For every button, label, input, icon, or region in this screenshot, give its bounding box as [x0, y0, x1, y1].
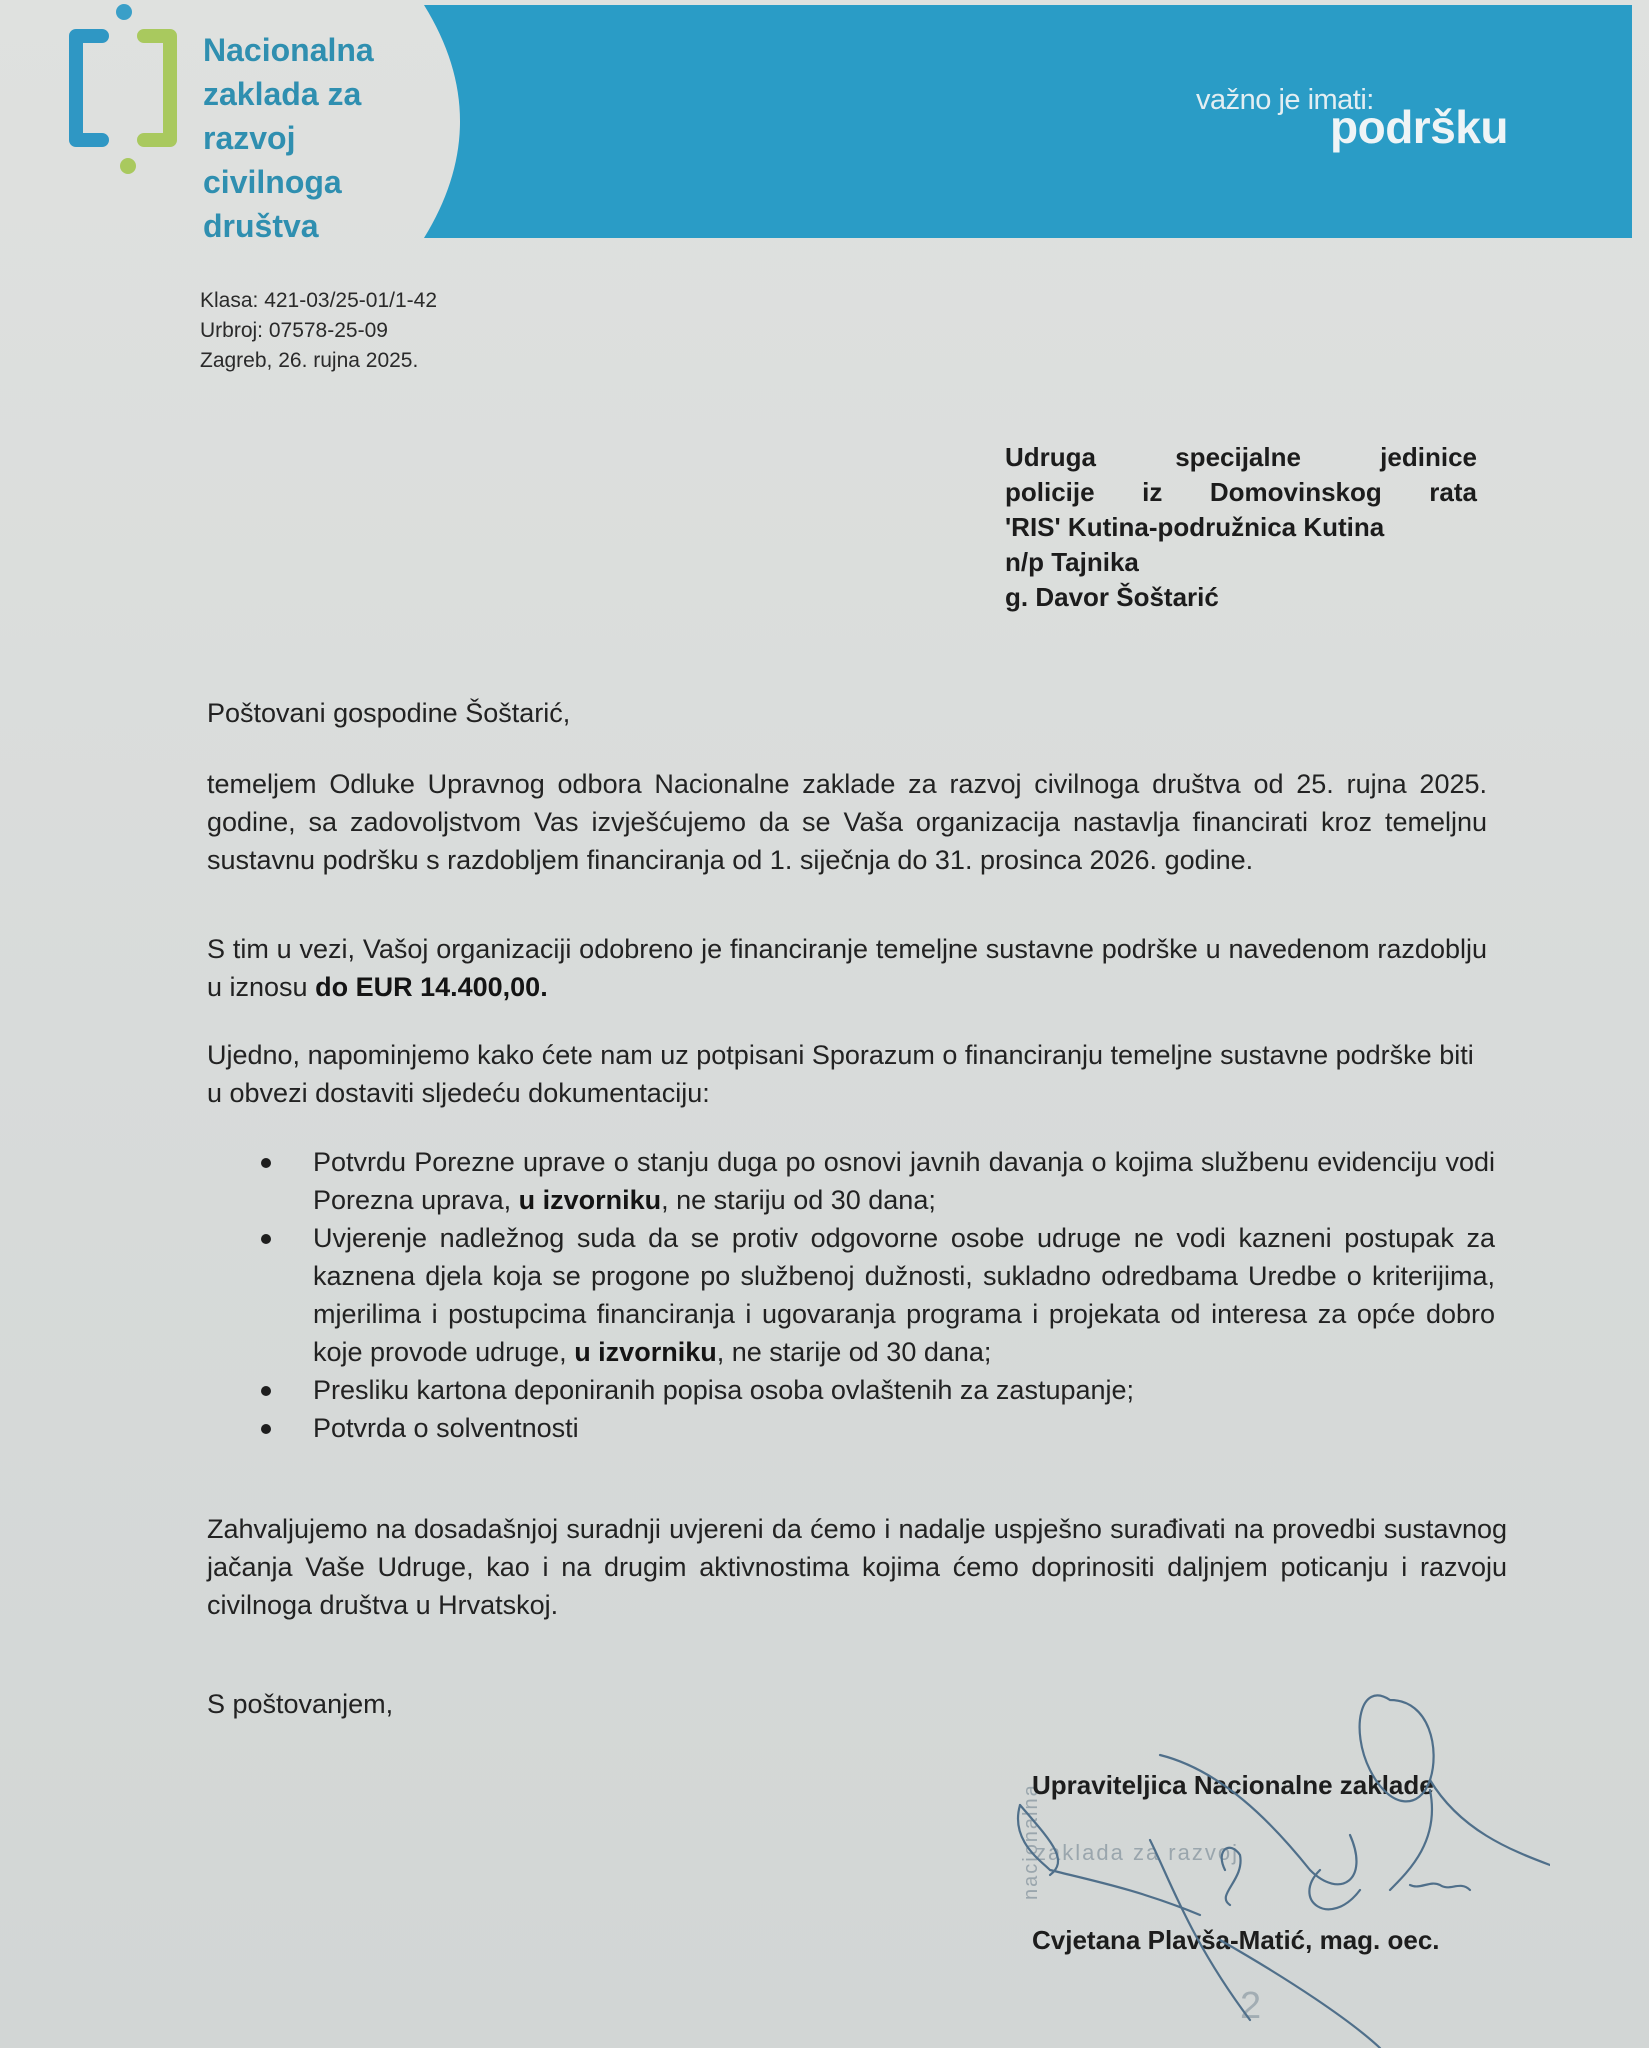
klasa: Klasa: 421-03/25-01/1-42 [200, 289, 437, 312]
place-date: Zagreb, 26. rujna 2025. [200, 349, 419, 372]
org-name-line: civilnoga [203, 164, 342, 200]
amount-value: do EUR 14.400,00. [315, 972, 548, 1002]
logo-bracket-left [76, 36, 102, 140]
list-item-text: Presliku kartona deponiranih popisa osoba ovlaštenih za zastupanje; [313, 1375, 1135, 1405]
recipient-line: g. Davor Šoštarić [1005, 582, 1219, 612]
paragraph-thanks: Zahvaljujemo na dosadašnjoj suradnji uvjereni da ćemo i nadalje uspješno surađivati na provedbi sustavnog jačanja Vaše Udruge, kao i na drugim aktivnostima kojima ćemo doprinositi daljnjem poticanju i razvoju civilnoga društva u Hrvatskoj. [207, 1514, 1507, 1620]
recipient-line: policije iz Domovinskog rata [1005, 477, 1477, 507]
slogan-big: podršku [1330, 101, 1508, 153]
recipient-line: Udruga specijalne jedinice [1005, 442, 1477, 472]
list-item [255, 1143, 1495, 1219]
list-item-text: , ne stariju od 30 dana; [661, 1185, 936, 1215]
list-item-text: Uvjerenje nadležnog suda da se protiv odgovorne osobe udruge ne vodi kazneni postupak za kaznena djela koja se progone po službenoj dužnosti, sukladno odredbama Uredbe o kriterijima, mjerilima i postupcima financiranja i ugovaranja programa i projekata od interesa za opće dobro koje provode udruge, [313, 1223, 1495, 1367]
org-name-line: razvoj [203, 120, 296, 156]
bullet-icon [261, 1424, 271, 1434]
closing: S poštovanjem, [207, 1689, 394, 1719]
list-item-text: Potvrda o solventnosti [313, 1413, 579, 1443]
paragraph-documents: Ujedno, napominjemo kako ćete nam uz potpisani Sporazum o financiranju temeljne sustavne podrške biti u obvezi dostaviti sljedeću dokumentaciju: [207, 1040, 1474, 1108]
bullet-icon [261, 1158, 271, 1168]
bullet-icon [261, 1234, 271, 1244]
documents-list [255, 1143, 1495, 1447]
stamp-number: 2 [1240, 1985, 1262, 2027]
list-item-text: Potvrdu Porezne uprave o stanju duga po osnovi javnih davanja o kojima službenu evidenciju vodi Porezna uprava, [313, 1147, 1495, 1215]
org-name-line: zaklada za [203, 76, 362, 112]
stamp-arc-text: zaklada za razvoj [1035, 1840, 1239, 1865]
logo-bracket-right [144, 36, 170, 140]
bullet-icon [261, 1386, 271, 1396]
logo-dot-bottom [120, 158, 136, 174]
signatory-title: Upraviteljica Nacionalne zaklade [1032, 1770, 1434, 1800]
recipient-address [1005, 440, 1477, 615]
list-item-emphasis: u izvorniku [574, 1337, 717, 1367]
list-item [255, 1409, 1495, 1447]
reference-block [200, 286, 437, 376]
stamp-side-text: nacionalna [1020, 1783, 1042, 1900]
bracket-logo-icon [68, 0, 188, 180]
logo-dot-top [116, 4, 132, 20]
list-item-emphasis: u izvorniku [518, 1185, 662, 1215]
paragraph-decision: temeljem Odluke Upravnog odbora Nacionalne zaklade za razvoj civilnoga društva od 25. rujna 2025. godine, sa zadovoljstvom Vas izvješćujemo da se Vaša organizacija nastavlja financirati kroz temeljnu sustavnu podršku s razdobljem financiranja od 1. siječnja do 31. prosinca 2026. godine. [207, 769, 1487, 875]
slogan-small: važno je imati: [1196, 84, 1374, 116]
recipient-line: n/p Tajnika [1005, 547, 1139, 577]
amount-text: S tim u vezi, Vašoj organizaciji odobreno je financiranje temeljne sustavne podrške u navedenom razdoblju u iznosu [207, 934, 1487, 1002]
list-item-text: , ne starije od 30 dana; [716, 1337, 992, 1367]
paragraph-amount [207, 930, 1487, 1006]
urbroj: Urbroj: 07578-25-09 [200, 319, 388, 342]
recipient-line: 'RIS' Kutina-podružnica Kutina [1005, 512, 1385, 542]
list-item [255, 1371, 1495, 1409]
signatory-name: Cvjetana Plavša-Matić, mag. oec. [1032, 1925, 1440, 1955]
salutation: Poštovani gospodine Šoštarić, [207, 698, 571, 728]
list-item [255, 1219, 1495, 1371]
org-name-line: Nacionalna [203, 32, 374, 68]
org-name-line: društva [203, 208, 319, 244]
org-name [203, 28, 374, 248]
